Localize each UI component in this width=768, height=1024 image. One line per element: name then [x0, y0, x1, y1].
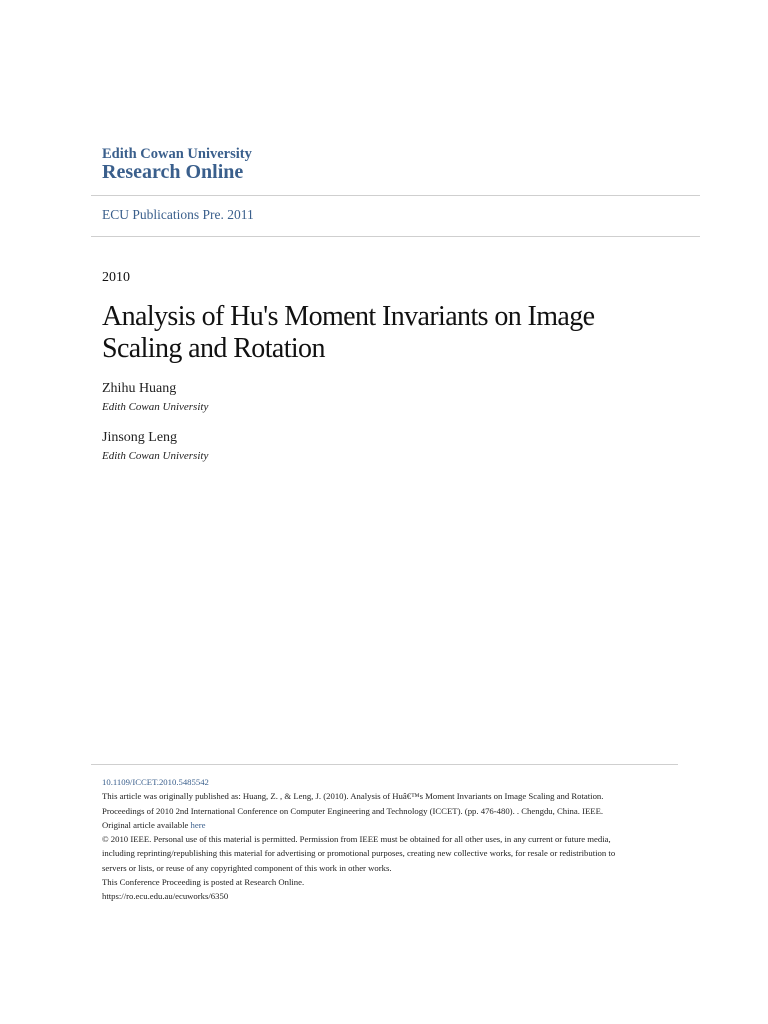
citation-line: Proceedings of 2010 2nd International Conference on Computer Engineering and Technology (ICCET). (pp. 476-480). . Chengdu, China. IEEE. — [102, 805, 604, 816]
divider-top — [91, 195, 700, 196]
original-article-line — [102, 818, 682, 832]
posted-note: This Conference Proceeding is posted at Research Online. — [102, 877, 305, 888]
paper-title: Analysis of Hu's Moment Invariants on Image Scaling and Rotation — [102, 301, 595, 364]
citation-line: This article was originally published as: Huang, Z. , & Leng, J. (2010). Analysis of Huâ€™s Moment Invariants on Image Scaling and Rotation. — [102, 791, 604, 802]
doi-link[interactable]: 10.1109/ICCET.2010.5485542 — [102, 777, 209, 787]
divider-bottom — [91, 236, 700, 237]
author-name[interactable]: Zhihu Huang — [102, 381, 177, 396]
footer-notice — [102, 775, 682, 904]
repository-name[interactable]: Research Online — [102, 161, 244, 183]
author-affiliation: Edith Cowan University — [102, 450, 209, 462]
copyright-line: servers or lists, or reuse of any copyrighted component of this work in other works. — [102, 862, 392, 873]
copyright-line: © 2010 IEEE. Personal use of this material is permitted. Permission from IEEE must be obtained for all other uses, in any current or future media, — [102, 834, 611, 845]
repository-url[interactable]: https://ro.ecu.edu.au/ecuworks/6350 — [102, 891, 229, 902]
author-affiliation: Edith Cowan University — [102, 401, 209, 413]
institution-name[interactable]: Edith Cowan University — [102, 146, 252, 162]
original-article-link[interactable]: here — [190, 819, 206, 830]
publication-year: 2010 — [102, 270, 130, 285]
copyright-line: including reprinting/republishing this material for advertising or promotional purposes, creating new collective works, for resale or redistribution to — [102, 848, 616, 859]
collection-link[interactable]: ECU Publications Pre. 2011 — [102, 207, 254, 222]
footer-divider — [91, 764, 678, 765]
author-name[interactable]: Jinsong Leng — [102, 430, 178, 445]
original-article-text: Original article available — [102, 819, 189, 830]
